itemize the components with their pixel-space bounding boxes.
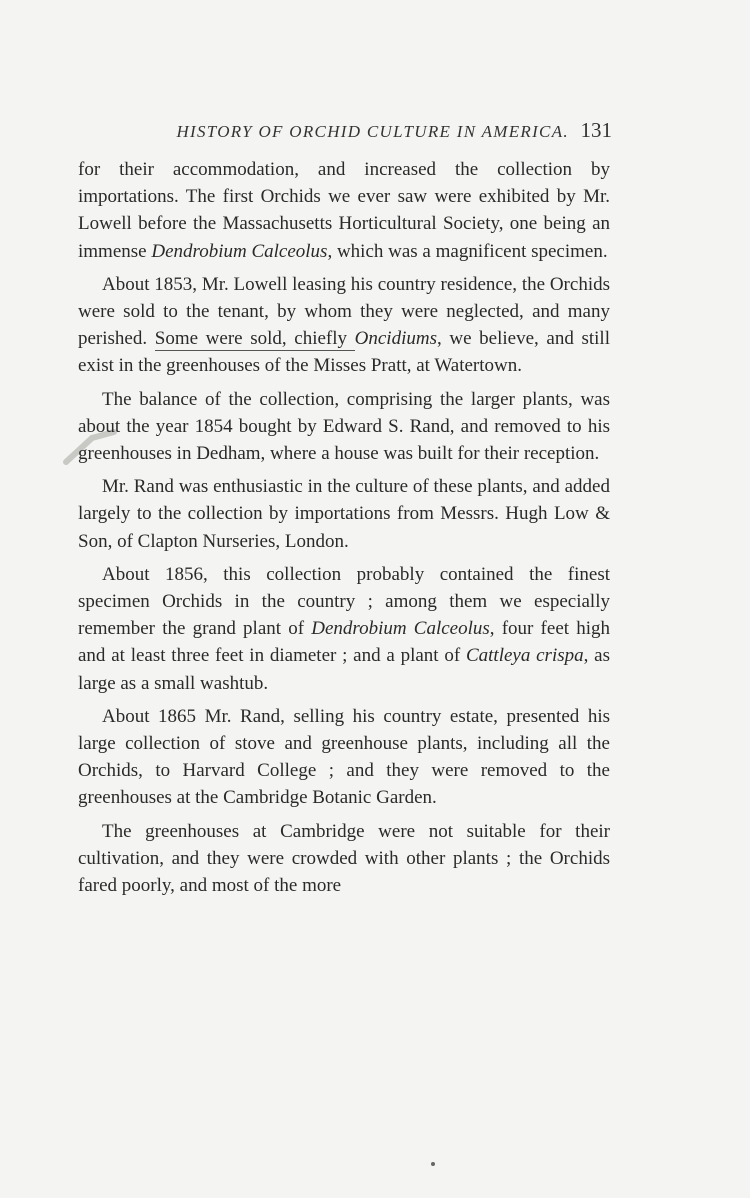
text-run: About 1856, this collection probably contained the finest specimen Orchids in the country ; among them we especially remember the grand plant of [78,563,610,640]
page-number: 131 [580,118,612,142]
text-run: for their accommodation, and increased the collection by importations. The first Orchids we ever saw were exhibited by Mr. Lowell before the Massachusetts Horticultural Society, one being an immense [78,159,610,262]
page-speck [431,1162,435,1166]
paragraph [78,156,610,265]
italic-term: Dendrobium Calceolus [311,618,490,640]
text-run: Some were sold, chiefly [154,328,355,350]
italic-term: Cattleya crispa [465,645,584,667]
text-run: The greenhouses at Cambridge were not suitable for their cultivation, and they were crowded with other plants ; the Orchids fared poorly, and most of the more [78,820,610,897]
text-run: The balance of the collection, comprising the larger plants, was about the year 1854 bought by Edward S. Rand, and removed to his greenhouses in Dedham, where a house was built for their reception. [78,388,610,465]
paragraph [78,703,610,812]
body-text [78,156,610,899]
paragraph [78,561,610,697]
text-run: , four feet high and at least three feet in diameter ; and a plant of [78,618,610,667]
text-run: , as large as a small washtub. [78,645,610,694]
paragraph [78,818,610,900]
paragraph [78,271,610,380]
text-run: About 1853, Mr. Lowell leasing his country residence, the Orchids were sold to the tenant, by whom they were neglected, and many perished. [78,273,610,350]
text-run: , which was a magnificent specimen. [327,240,608,262]
running-title: HISTORY OF ORCHID CULTURE IN AMERICA. [176,122,569,141]
text-run: Mr. Rand was enthusiastic in the culture of these plants, and added largely to the collection by importations from Messrs. Hugh Low & Son, of Clapton Nurseries, London. [78,476,610,552]
italic-term: Dendrobium Calceolus [151,240,328,262]
text-run: About 1865 Mr. Rand, selling his country estate, presented his large collection of stove and greenhouse plants, including all the Orchids, to Harvard College ; and they were removed to the greenhouses at the Cambridge Botanic Garden. [78,705,610,809]
running-head [78,118,612,143]
paragraph [78,386,610,468]
italic-term: Oncidiums [354,328,437,350]
text-run: , we believe, and still exist in the greenhouses of the Misses Pratt, at Watertown. [78,328,610,377]
paragraph [78,473,610,555]
